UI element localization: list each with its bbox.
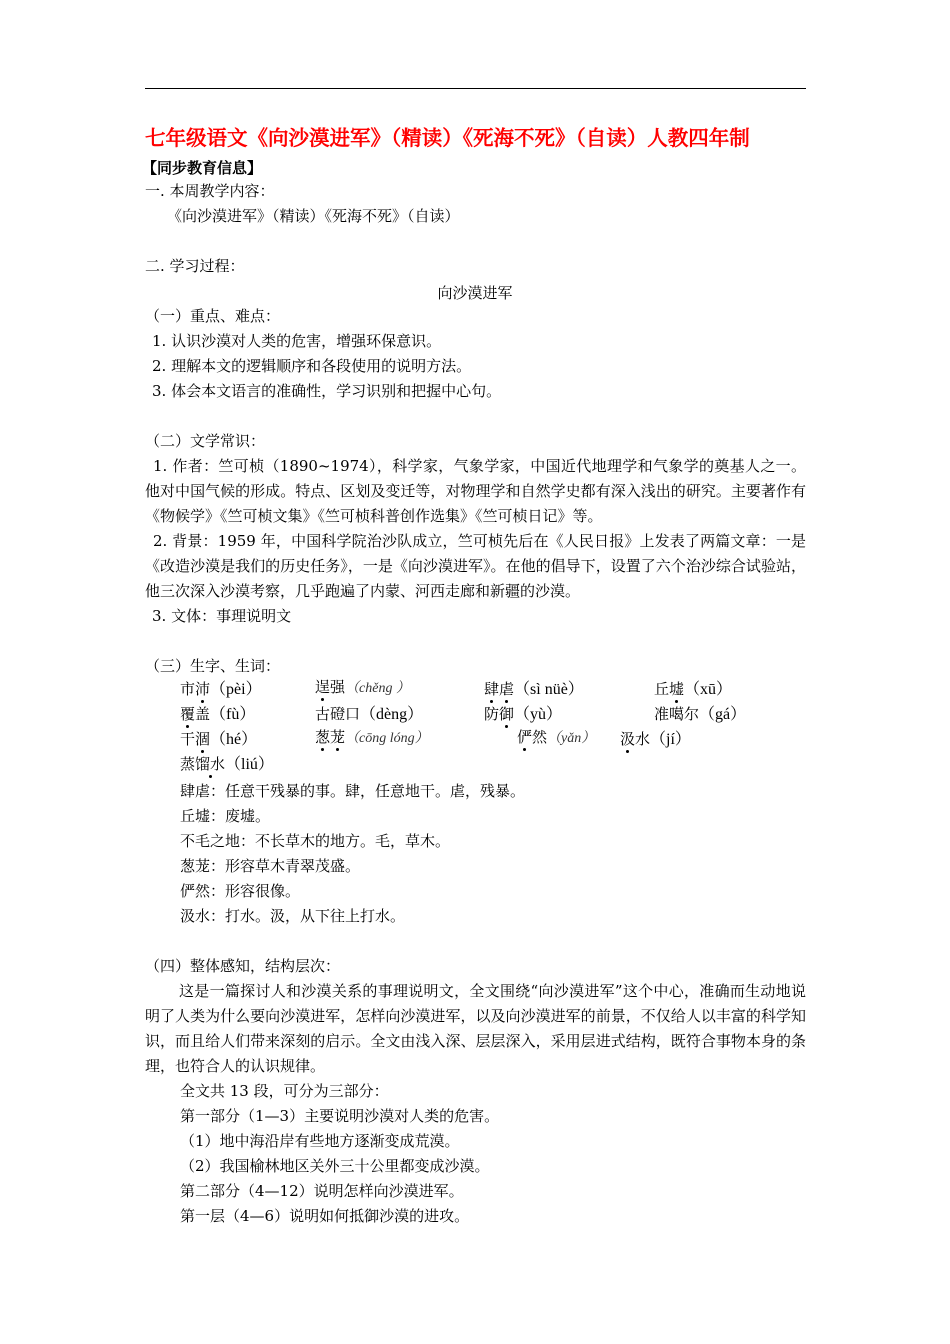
vocab-item: 俨然（yǎn） (517, 728, 596, 746)
document-title: 七年级语文《向沙漠进军》（精读）《死海不死》（自读）人教四年制 (145, 126, 750, 150)
section-2-heading: 二. 学习过程： (145, 257, 245, 275)
vocab-item: 古磴口（dèng） (315, 705, 424, 723)
part-3-heading: （三）生字、生词： (145, 657, 281, 675)
background-paragraph: 2. 背景：1959 年，中国科学院治沙队成立，竺可桢先后在《人民日报》上发表了两篇文章：一是《改造沙漠是我们的历史任务》，一是《向沙漠进军》。在他的倡导下，设置了六个治沙综合试验站，他三次深入沙漠考察，几乎跑遍了内蒙、河西走廊和新疆的沙漠。 (145, 532, 806, 600)
vocab-item: 丘墟（xū） (654, 680, 733, 698)
key-point-2: 2. 理解本文的逻辑顺序和各段使用的说明方法。 (152, 357, 472, 375)
overview-paragraph: 这是一篇探讨人和沙漠关系的事理说明文，全文围绕“向沙漠进军”这个中心，准确而生动地说明了人类为什么要向沙漠进军，怎样向沙漠进军，以及向沙漠进军的前景，不仅给人以丰富的科学知识，而且给人们带来深刻的启示。全文由浅入深、层层深入，采用层进式结构，既符合事物本身的条理，也符合人的认识规律。 (145, 982, 806, 1075)
vocab-item: 蒸馏水（liú） (180, 755, 274, 773)
structure-line: （1）地中海沿岸有些地方逐渐变成荒漠。 (180, 1132, 460, 1150)
definition-line: 汲水：打水。汲，从下往上打水。 (180, 907, 406, 925)
section-1-content: 《向沙漠进军》（精读）《死海不死》（自读） (167, 207, 460, 225)
vocab-item: 干涸（hé） (180, 730, 258, 748)
definition-line: 葱茏：形容草木青翠茂盛。 (180, 857, 361, 875)
author-paragraph: 1. 作者：竺可桢（1890~1974），科学家，气象学家，中国近代地理学和气象学的奠基人之一。他对中国气候的形成。特点、区划及变迁等，对物理学和自然学史都有深入浅出的研究。主要著作有《物候学》《竺可桢文集》《竺可桢科普创作选集》《竺可桢日记》等。 (145, 457, 806, 525)
article-title: 向沙漠进军 (437, 284, 513, 302)
definition-line: 俨然：形容很像。 (180, 882, 301, 900)
structure-line: 第二部分（4—12）说明怎样向沙漠进军。 (180, 1182, 464, 1200)
vocab-item: 肆虐（sì nüè） (484, 680, 584, 698)
key-point-1: 1. 认识沙漠对人类的危害，增强环保意识。 (152, 332, 442, 350)
definition-line: 不毛之地：不长草木的地方。毛，草木。 (180, 832, 451, 850)
vocab-item: 防御（yù） (484, 705, 563, 723)
header-rule (145, 88, 806, 89)
vocab-item: 覆盖（fù） (180, 705, 256, 723)
key-point-3: 3. 体会本文语言的准确性，学习识别和把握中心句。 (152, 382, 502, 400)
section-1-heading: 一. 本周教学内容： (145, 182, 275, 200)
definition-line: 丘墟：废墟。 (180, 807, 271, 825)
part-4-heading: （四）整体感知，结构层次： (145, 957, 341, 975)
structure-line: （2）我国榆林地区关外三十公里都变成沙漠。 (180, 1157, 490, 1175)
vocab-item: 葱茏（cōng lóng） (315, 728, 429, 746)
vocab-item: 准噶尔（gá） (654, 705, 747, 723)
structure-line: 第一层（4—6）说明如何抵御沙漠的进攻。 (180, 1207, 470, 1225)
vocab-item: 汲水（jí） (620, 730, 691, 748)
definition-line: 肆虐：任意干残暴的事。肆，任意地干。虐，残暴。 (180, 782, 526, 800)
structure-line: 全文共 13 段，可分为三部分： (180, 1082, 389, 1100)
sync-header: 【同步教育信息】 (142, 159, 263, 177)
structure-line: 第一部分（1—3）主要说明沙漠对人类的危害。 (180, 1107, 500, 1125)
part-1-heading: （一）重点、难点： (145, 307, 281, 325)
part-2-heading: （二）文学常识： (145, 432, 266, 450)
vocab-item: 逞强（chěng ） (315, 678, 410, 696)
genre-line: 3. 文体：事理说明文 (152, 607, 292, 625)
vocab-item: 市沛（pèi） (180, 680, 262, 698)
